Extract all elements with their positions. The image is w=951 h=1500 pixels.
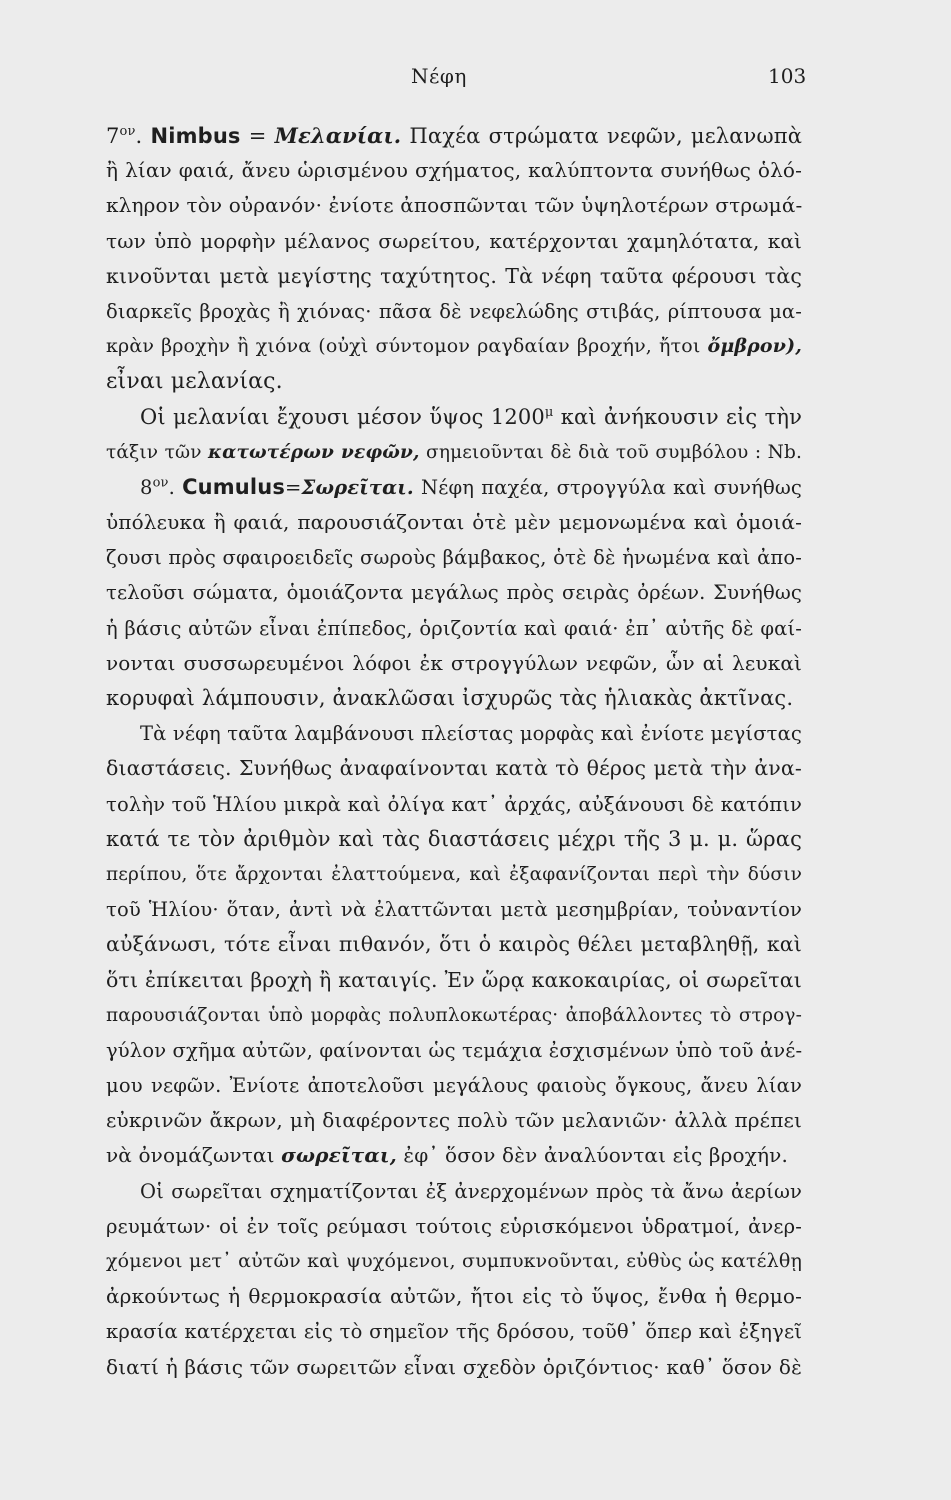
text-line: κατά τε τὸν ἀριθμὸν καὶ τὰς διαστάσεις μέχρι τῆς 3 μ. μ. ὥρας: [106, 826, 802, 851]
text-line: γύλον σχῆμα αὐτῶν, φαίνονται ὡς τεμάχια ἐσχισμένων ὑπὸ τοῦ ἀνέ-: [106, 1038, 802, 1062]
text-line: $7^{o\nu}$. Nimbus = Μελανίαι. Παχέα στρώματα νεφῶν, μελανωπὰ: [106, 123, 802, 148]
text-line: κρασία κατέρχεται εἰς τὸ σημεῖον τῆς δρόσου, τοῦθ᾽ ὅπερ καὶ ἐξηγεῖ: [106, 1320, 802, 1344]
emphasis-term: ὄμβρον),: [707, 335, 802, 358]
text-line: χόμενοι μετ᾽ αὐτῶν καὶ ψυχόμενοι, συμπυκνοῦνται, εὐθὺς ὡς κατέλθῃ: [106, 1250, 802, 1272]
text-line: ἡ βάσις αὐτῶν εἶναι ἐπίπεδος, ὁριζοντία καὶ φαιά· ἐπ᾽ αὐτῆς δὲ φαί-: [106, 616, 802, 640]
text-line: κρὰν βροχὴν ἢ χιόνα (οὐχὶ σύντομον ραγδαίαν βροχήν, ἤτοι ὄμβρον),: [106, 335, 802, 358]
entry-ordinal: $8^{o\nu}$.: [140, 475, 175, 499]
text-line: Τὰ νέφη ταῦτα λαμβάνουσι πλείστας μορφὰς καὶ ἐνίοτε μεγίστας: [140, 722, 802, 746]
text-line: εἶναι μελανίας.: [106, 369, 283, 395]
equals-sign: =: [248, 124, 267, 148]
greek-cloud-name: Σωρεῖται.: [301, 475, 414, 499]
latin-cloud-name: Nimbus: [150, 124, 241, 148]
equals-sign: =: [285, 475, 302, 499]
page-number: 103: [768, 64, 807, 88]
text-line: τολὴν τοῦ Ἡλίου μικρὰ καὶ ὀλίγα κατ᾽ ἀρχάς, αὐξάνουσι δὲ κατόπιν: [106, 792, 802, 816]
text-line: κορυφαὶ λάμπουσιν, ἀνακλῶσαι ἰσχυρῶς τὰς ἡλιακὰς ἀκτῖνας.: [106, 686, 794, 710]
text-line: ὅτι ἐπίκειται βροχὴ ἢ καταιγίς. Ἐν ὥρᾳ κακοκαιρίας, οἱ σωρεῖται: [106, 967, 802, 992]
latin-cloud-name: Cumulus: [182, 474, 286, 499]
text-line: ἀρκούντως ἡ θερμοκρασία αὐτῶν, ἤτοι εἰς τὸ ὕψος, ἔνθα ἡ θερμο-: [106, 1284, 802, 1309]
text-line: Οἱ μελανίαι ἔχουσι μέσον ὕψος $1200^\mu$ καὶ ἀνήκουσιν εἰς τὴν: [140, 404, 802, 429]
text-line: ἢ λίαν φαιά, ἄνευ ὡρισμένου σχήματος, καλύπτοντα συνήθως ὁλό-: [106, 158, 802, 183]
text-line: παρουσιάζονται ὑπὸ μορφὰς πολυπλοκωτέρας· ἀποβάλλοντες τὸ στρογ-: [106, 1004, 802, 1026]
text-line: περίπου, ὅτε ἄρχονται ἐλαττούμενα, καὶ ἐξαφανίζονται περὶ τὴν δύσιν: [106, 863, 802, 885]
text-line: διατί ἡ βάσις τῶν σωρειτῶν εἶναι σχεδὸν ὁριζόντιος· καθ᾽ ὅσον δὲ: [106, 1354, 802, 1379]
text-line: τελοῦσι σώματα, ὁμοιάζοντα μεγάλως πρὸς σειρὰς ὀρέων. Συνήθως: [106, 581, 802, 605]
text-line: τοῦ Ἡλίου· ὅταν, ἀντὶ νὰ ἐλαττῶνται μετὰ μεσημβρίαν, τοὐναντίον: [106, 898, 802, 922]
running-head: Νέφη: [411, 64, 467, 88]
text-line: Οἱ σωρεῖται σχηματίζονται ἐξ ἀνερχομένων πρὸς τὰ ἄνω ἀερίων: [140, 1179, 802, 1203]
text-line: τάξιν τῶν κατωτέρων νεφῶν, σημειοῦνται δὲ διὰ τοῦ συμβόλου : Nb.: [106, 441, 802, 463]
text-line: των ὑπὸ μορφὴν μέλανος σωρείτου, κατέρχονται χαμηλότατα, καὶ: [106, 228, 802, 253]
emphasis-term: κατωτέρων νεφῶν,: [208, 441, 420, 463]
text-line: νὰ ὀνομάζωνται σωρεῖται, ἐφ᾽ ὅσον δὲν ἀναλύονται εἰς βροχήν.: [106, 1143, 788, 1168]
text-line: διαστάσεις. Συνήθως ἀναφαίνονται κατὰ τὸ θέρος μετὰ τὴν ἀνα-: [106, 756, 802, 781]
text-line: ὑπόλευκα ἢ φαιά, παρουσιάζονται ὁτὲ μὲν μεμονωμένα καὶ ὁμοιά-: [106, 510, 802, 535]
text-line: εὐκρινῶν ἄκρων, μὴ διαφέροντες πολὺ τῶν μελανιῶν· ἀλλὰ πρέπει: [106, 1108, 802, 1133]
entry-ordinal: $7^{o\nu}$.: [106, 124, 143, 148]
text-line: αὐξάνωσι, τότε εἶναι πιθανόν, ὅτι ὁ καιρὸς θέλει μεταβληθῇ, καὶ: [106, 932, 802, 957]
text-line: μου νεφῶν. Ἐνίοτε ἀποτελοῦσι μεγάλους φαιοὺς ὄγκους, ἄνευ λίαν: [106, 1074, 802, 1098]
text-line: νονται συσσωρευμένοι λόφοι ἐκ στρογγύλων νεφῶν, ὧν αἱ λευκαὶ: [106, 650, 802, 675]
text-line: $8^{o\nu}$. Cumulus=Σωρεῖται. Νέφη παχέα, στρογγύλα καὶ συνήθως: [140, 474, 802, 499]
greek-cloud-name: Μελανίαι.: [274, 123, 402, 148]
text-line: ζουσι πρὸς σφαιροειδεῖς σωροὺς βάμβακος, ὁτὲ δὲ ἡνωμένα καὶ ἀπο-: [106, 546, 802, 570]
text-line: διαρκεῖς βροχὰς ἢ χιόνας· πᾶσα δὲ νεφελώδης στιβάς, ρίπτουσα μα-: [106, 299, 802, 323]
body-text: [106, 118, 802, 1385]
text-line: κληρον τὸν οὐρανόν· ἐνίοτε ἀποσπῶνται τῶν ὑψηλοτέρων στρωμά-: [106, 193, 802, 218]
text-line: ρευμάτων· οἱ ἐν τοῖς ρεύμασι τούτοις εὑρισκόμενοι ὑδρατμοί, ἀνερ-: [106, 1214, 802, 1238]
text-line: κινοῦνται μετὰ μεγίστης ταχύτητος. Τὰ νέφη ταῦτα φέρουσι τὰς: [106, 263, 802, 288]
emphasis-term: σωρεῖται,: [281, 1143, 397, 1168]
